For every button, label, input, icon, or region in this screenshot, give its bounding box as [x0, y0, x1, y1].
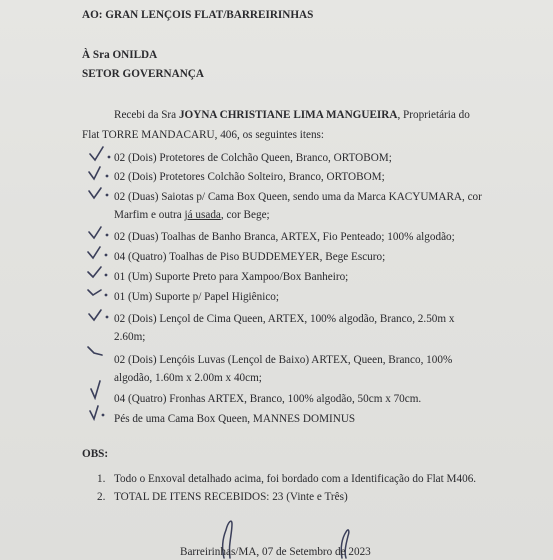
check-mark-icon: [87, 405, 111, 421]
list-item: 02 (Duas) Toalhas de Banho Branca, ARTEX, Fio Penteado; 100% algodão;: [114, 231, 455, 243]
list-item: Pés de uma Cama Box Queen, MANNES DOMINUS: [114, 413, 356, 425]
check-mark-icon: [86, 285, 110, 301]
list-item: 04 (Quatro) Fronhas ARTEX, Branco, 100% algodão, 50cm x 70cm.: [114, 393, 422, 405]
check-mark-icon: [86, 265, 110, 281]
list-item: 02 (Dois) Lençóis Luvas (Lençol de Baixo) ARTEX, Queen, Branco, 100%: [114, 354, 453, 366]
obs-note: TOTAL DE ITENS RECEBIDOS: 23 (Vinte e Três): [114, 491, 348, 503]
list-item-continuation: algodão, 1.60m x 2.00m x 40cm;: [114, 372, 262, 384]
check-mark-icon: [87, 185, 111, 201]
check-mark-icon: [88, 146, 112, 162]
list-item: 02 (Dois) Protetores de Colchão Queen, Branco, ORTOBOM;: [114, 152, 392, 164]
obs-title: OBS:: [82, 448, 109, 460]
list-item: 02 (Dois) Protetores Colchão Solteiro, Branco, ORTOBOM;: [114, 171, 385, 183]
intro-name: JOYNA CHRISTIANE LIMA MANGUEIRA: [178, 109, 398, 121]
obs-note: Todo o Enxoval detalhado acima, foi bordado com a Identificação do Flat M406.: [114, 473, 477, 485]
list-item: 01 (Um) Suporte Preto para Xampoo/Box Banheiro;: [114, 271, 349, 283]
list-item: 02 (Duas) Saiotas p/ Cama Box Queen, sendo uma da Marca KACYUMARA, cor: [114, 191, 482, 203]
intro-suffix: , Proprietária do: [397, 109, 470, 121]
list-item: 04 (Quatro) Toalhas de Piso BUDDEMEYER, Bege Escuro;: [114, 251, 386, 263]
check-mark-icon: [88, 380, 112, 396]
obs-note-number: 1.: [97, 473, 106, 485]
department-line: SETOR GOVERNANÇA: [82, 68, 204, 80]
list-item-text: Marfim e outra: [114, 209, 185, 221]
check-mark-icon: [86, 245, 110, 261]
list-item-continuation: [114, 208, 270, 222]
intro-prefix: Recebi da Sra: [114, 109, 179, 121]
check-mark-icon: [86, 343, 110, 359]
list-item-continuation: 2.60m;: [114, 331, 146, 343]
list-item: 02 (Dois) Lençol de Cima Queen, ARTEX, 100% algodão, Branco, 2.50m x: [114, 313, 455, 325]
check-mark-icon: [87, 165, 111, 181]
underlined-text: já usada: [184, 209, 221, 221]
intro-line-2: Flat TORRE MANDACARU, 406, os seguintes itens:: [82, 129, 324, 141]
attention-line: À Sra ONILDA: [82, 49, 158, 61]
check-mark-icon: [87, 225, 111, 241]
place-date-line: Barreirinhas/MA, 07 de Setembro de 2023: [180, 546, 371, 558]
obs-note-number: 2.: [97, 491, 106, 503]
check-mark-icon: [87, 307, 111, 323]
list-item-text: , cor Bege;: [220, 209, 270, 221]
list-item: 01 (Um) Suporte p/ Papel Higiênico;: [114, 291, 279, 303]
intro-line-1: [114, 108, 470, 122]
addressee-line: AO: GRAN LENÇOIS FLAT/BARREIRINHAS: [82, 9, 314, 21]
